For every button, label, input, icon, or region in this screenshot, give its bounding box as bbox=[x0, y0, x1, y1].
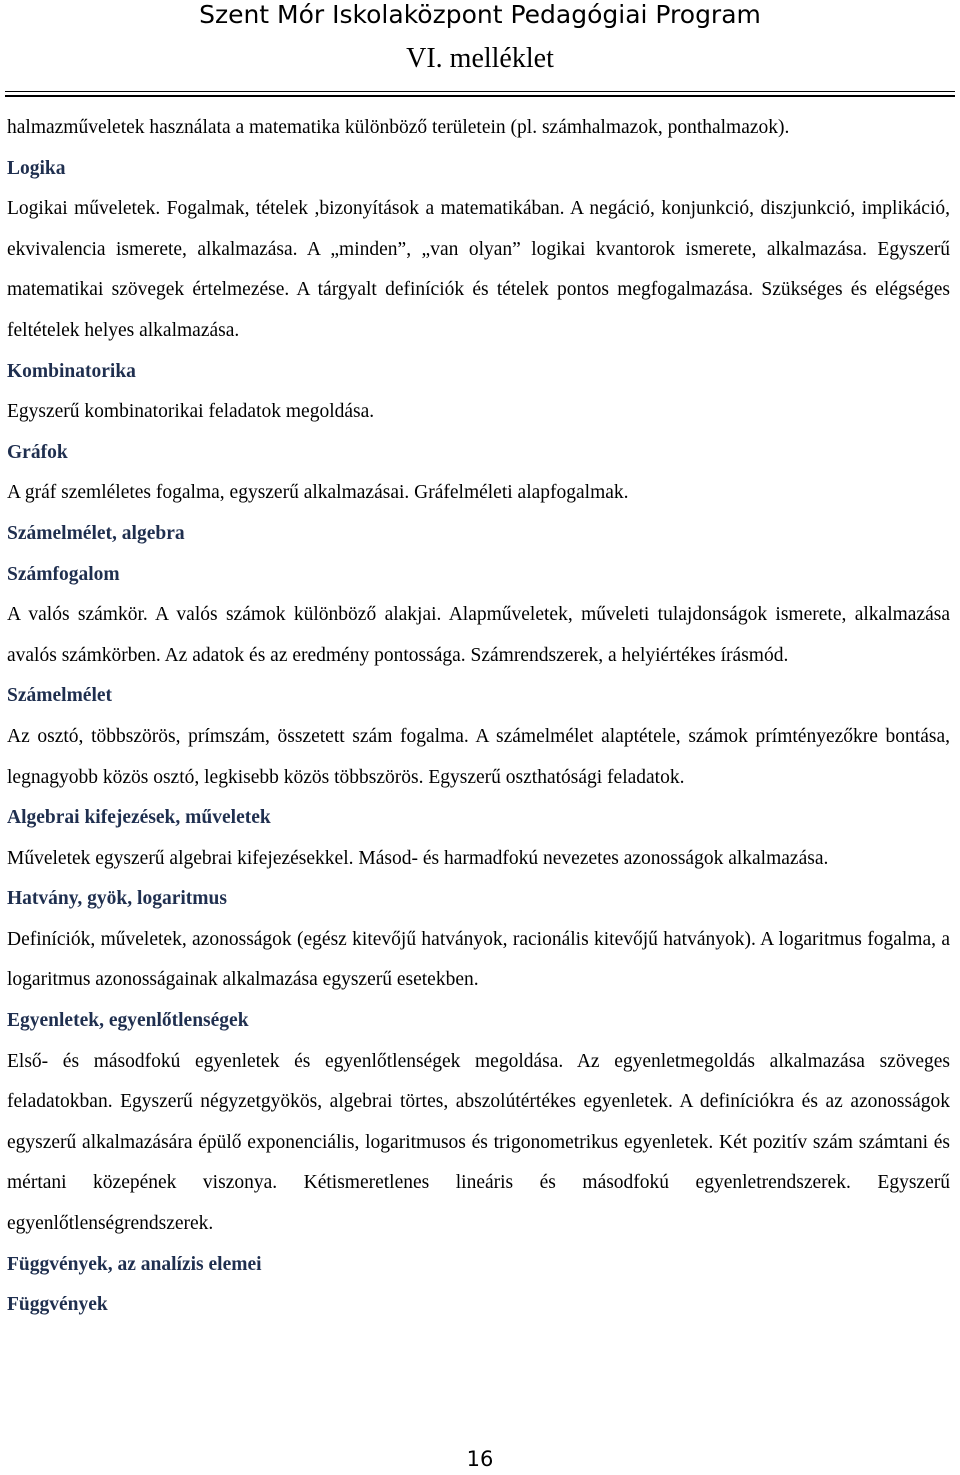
section-heading: Függvények bbox=[7, 1294, 108, 1316]
section-heading: Gráfok bbox=[7, 441, 68, 463]
body-paragraph: halmazműveletek használata a matematika különböző területein (pl. számhalmazok, ponthalmazok). bbox=[7, 117, 790, 138]
body-paragraph: Műveletek egyszerű algebrai kifejezésekkel. Másod- és harmadfokú nevezetes azonosságok alkalmazása. bbox=[7, 847, 829, 869]
body-paragraph: Egyszerű kombinatorikai feladatok megoldása. bbox=[7, 401, 375, 423]
section-heading: Hatvány, gyök, logaritmus bbox=[7, 888, 227, 910]
section-heading: Algebrai kifejezések, műveletek bbox=[7, 807, 271, 829]
body-paragraph: Definíciók, műveletek, azonosságok (egész kitevőjű hatványok, racionális kitevőjű hatványok). A logaritmus fogalma, a logaritmus azonosságainak alkalmazása egyszerű esetekben. bbox=[7, 928, 950, 991]
page-number: 16 bbox=[466, 1447, 494, 1471]
section-heading: Kombinatorika bbox=[7, 360, 136, 382]
document-body bbox=[7, 108, 950, 1326]
section-heading: Függvények, az analízis elemei bbox=[7, 1253, 262, 1275]
section-heading: Egyenletek, egyenlőtlenségek bbox=[7, 1010, 249, 1032]
section-heading: Számelmélet, algebra bbox=[7, 522, 185, 544]
body-paragraph: A valós számkör. A valós számok különböző alakjai. Alapműveletek, műveleti tulajdonságok ismerete, alkalmazása avalós számkörben. Az adatok és az eredmény pontossága. Számrendszerek, a helyiértékes írásmód. bbox=[7, 604, 950, 666]
document-title: Szent Mór Iskolaközpont Pedagógiai Program bbox=[199, 0, 761, 29]
header-rule-thin bbox=[5, 91, 955, 92]
appendix-label: VI. melléklet bbox=[406, 43, 554, 74]
body-paragraph: Az osztó, többszörös, prímszám, összetett szám fogalma. A számelmélet alaptétele, számok prímtényezőkre bontása, legnagyobb közös osztó, legkisebb közös többszörös. Egyszerű oszthatósági feladatok. bbox=[7, 725, 950, 788]
body-paragraph: A gráf szemléletes fogalma, egyszerű alkalmazásai. Gráfelméleti alapfogalmak. bbox=[7, 482, 629, 504]
section-heading: Számfogalom bbox=[7, 563, 120, 585]
body-paragraph: Első- és másodfokú egyenletek és egyenlőtlenségek megoldása. Az egyenletmegoldás alkalmazása szöveges feladatokban. Egyszerű négyzetgyökös, algebrai törtes, abszolútértékes egyenletek. A definíciókra és az azonosságok egyszerű alkalmazására épülő exponenciális, logaritmusos és trigonometrikus egyenletek. Két pozitív szám számtani és mértani közepének viszonya. Kétismeretlenes lineáris és másodfokú egyenletrendszerek. Egyszerű egyenlőtlenségrendszerek. bbox=[7, 1050, 950, 1235]
section-heading: Számelmélet bbox=[7, 685, 113, 707]
header-rule-thick bbox=[5, 95, 955, 97]
section-heading: Logika bbox=[7, 157, 66, 179]
body-paragraph: Logikai műveletek. Fogalmak, tételek ,bizonyítások a matematikában. A negáció, konjunkció, diszjunkció, implikáció, ekvivalencia ismerete, alkalmazása. A „minden”, „van olyan” logikai kvantorok ismerete, alkalmazása. Egyszerű matematikai szövegek értelmezése. A tárgyalt definíciók és tételek pontos megfogalmazása. Szükséges és elégséges feltételek helyes alkalmazása. bbox=[7, 198, 950, 341]
